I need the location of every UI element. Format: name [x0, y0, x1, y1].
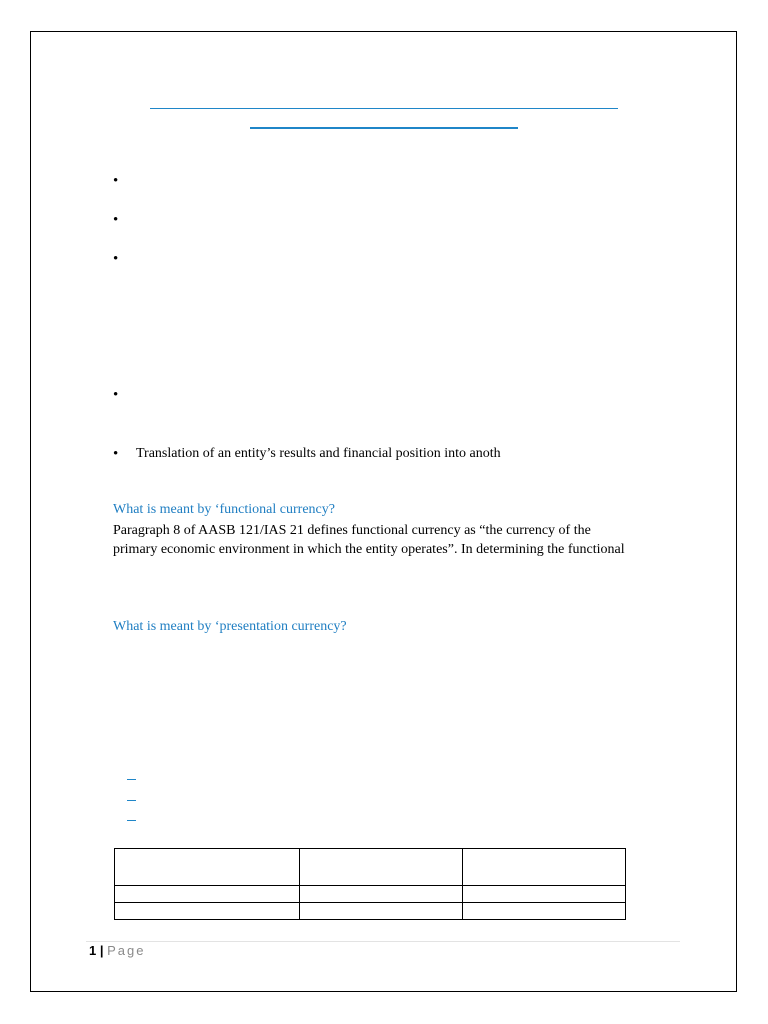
bullet-1: • — [113, 173, 119, 189]
heading-functional-currency: What is meant by ‘functional currency? — [113, 502, 335, 517]
table-cell — [300, 886, 462, 903]
paragraph-functional-currency — [113, 521, 673, 559]
title-underline-1 — [150, 108, 618, 109]
data-table — [114, 848, 626, 920]
table-cell — [462, 849, 625, 886]
table-cell — [115, 903, 300, 920]
table-row — [115, 849, 626, 886]
list-dash-3 — [127, 820, 136, 821]
table-cell — [115, 849, 300, 886]
table-cell — [300, 849, 462, 886]
table-cell — [300, 903, 462, 920]
page-footer — [89, 943, 146, 958]
table-cell — [462, 886, 625, 903]
table-cell — [462, 903, 625, 920]
heading-presentation-currency: What is meant by ‘presentation currency? — [113, 619, 347, 634]
bullet-4: • — [113, 387, 119, 403]
table-cell — [115, 886, 300, 903]
bullet-text-translation: Translation of an entity’s results and financial position into anoth — [136, 446, 501, 461]
bullet-3: • — [113, 251, 119, 267]
paragraph-line-2: primary economic environment in which the entity operates”. In determining the functional — [113, 542, 625, 557]
list-dash-2 — [127, 800, 136, 801]
bullet-2: • — [113, 212, 119, 228]
bullet-5: • — [113, 446, 119, 462]
page-number: 1 — [89, 943, 97, 958]
table-row — [115, 903, 626, 920]
footer-divider — [86, 941, 680, 942]
title-underline-2 — [250, 127, 518, 129]
table-row — [115, 886, 626, 903]
footer-separator: | — [99, 943, 104, 958]
page-label: Page — [107, 943, 146, 958]
list-dash-1 — [127, 779, 136, 780]
paragraph-line-1: Paragraph 8 of AASB 121/IAS 21 defines functional currency as “the currency of the — [113, 523, 591, 538]
